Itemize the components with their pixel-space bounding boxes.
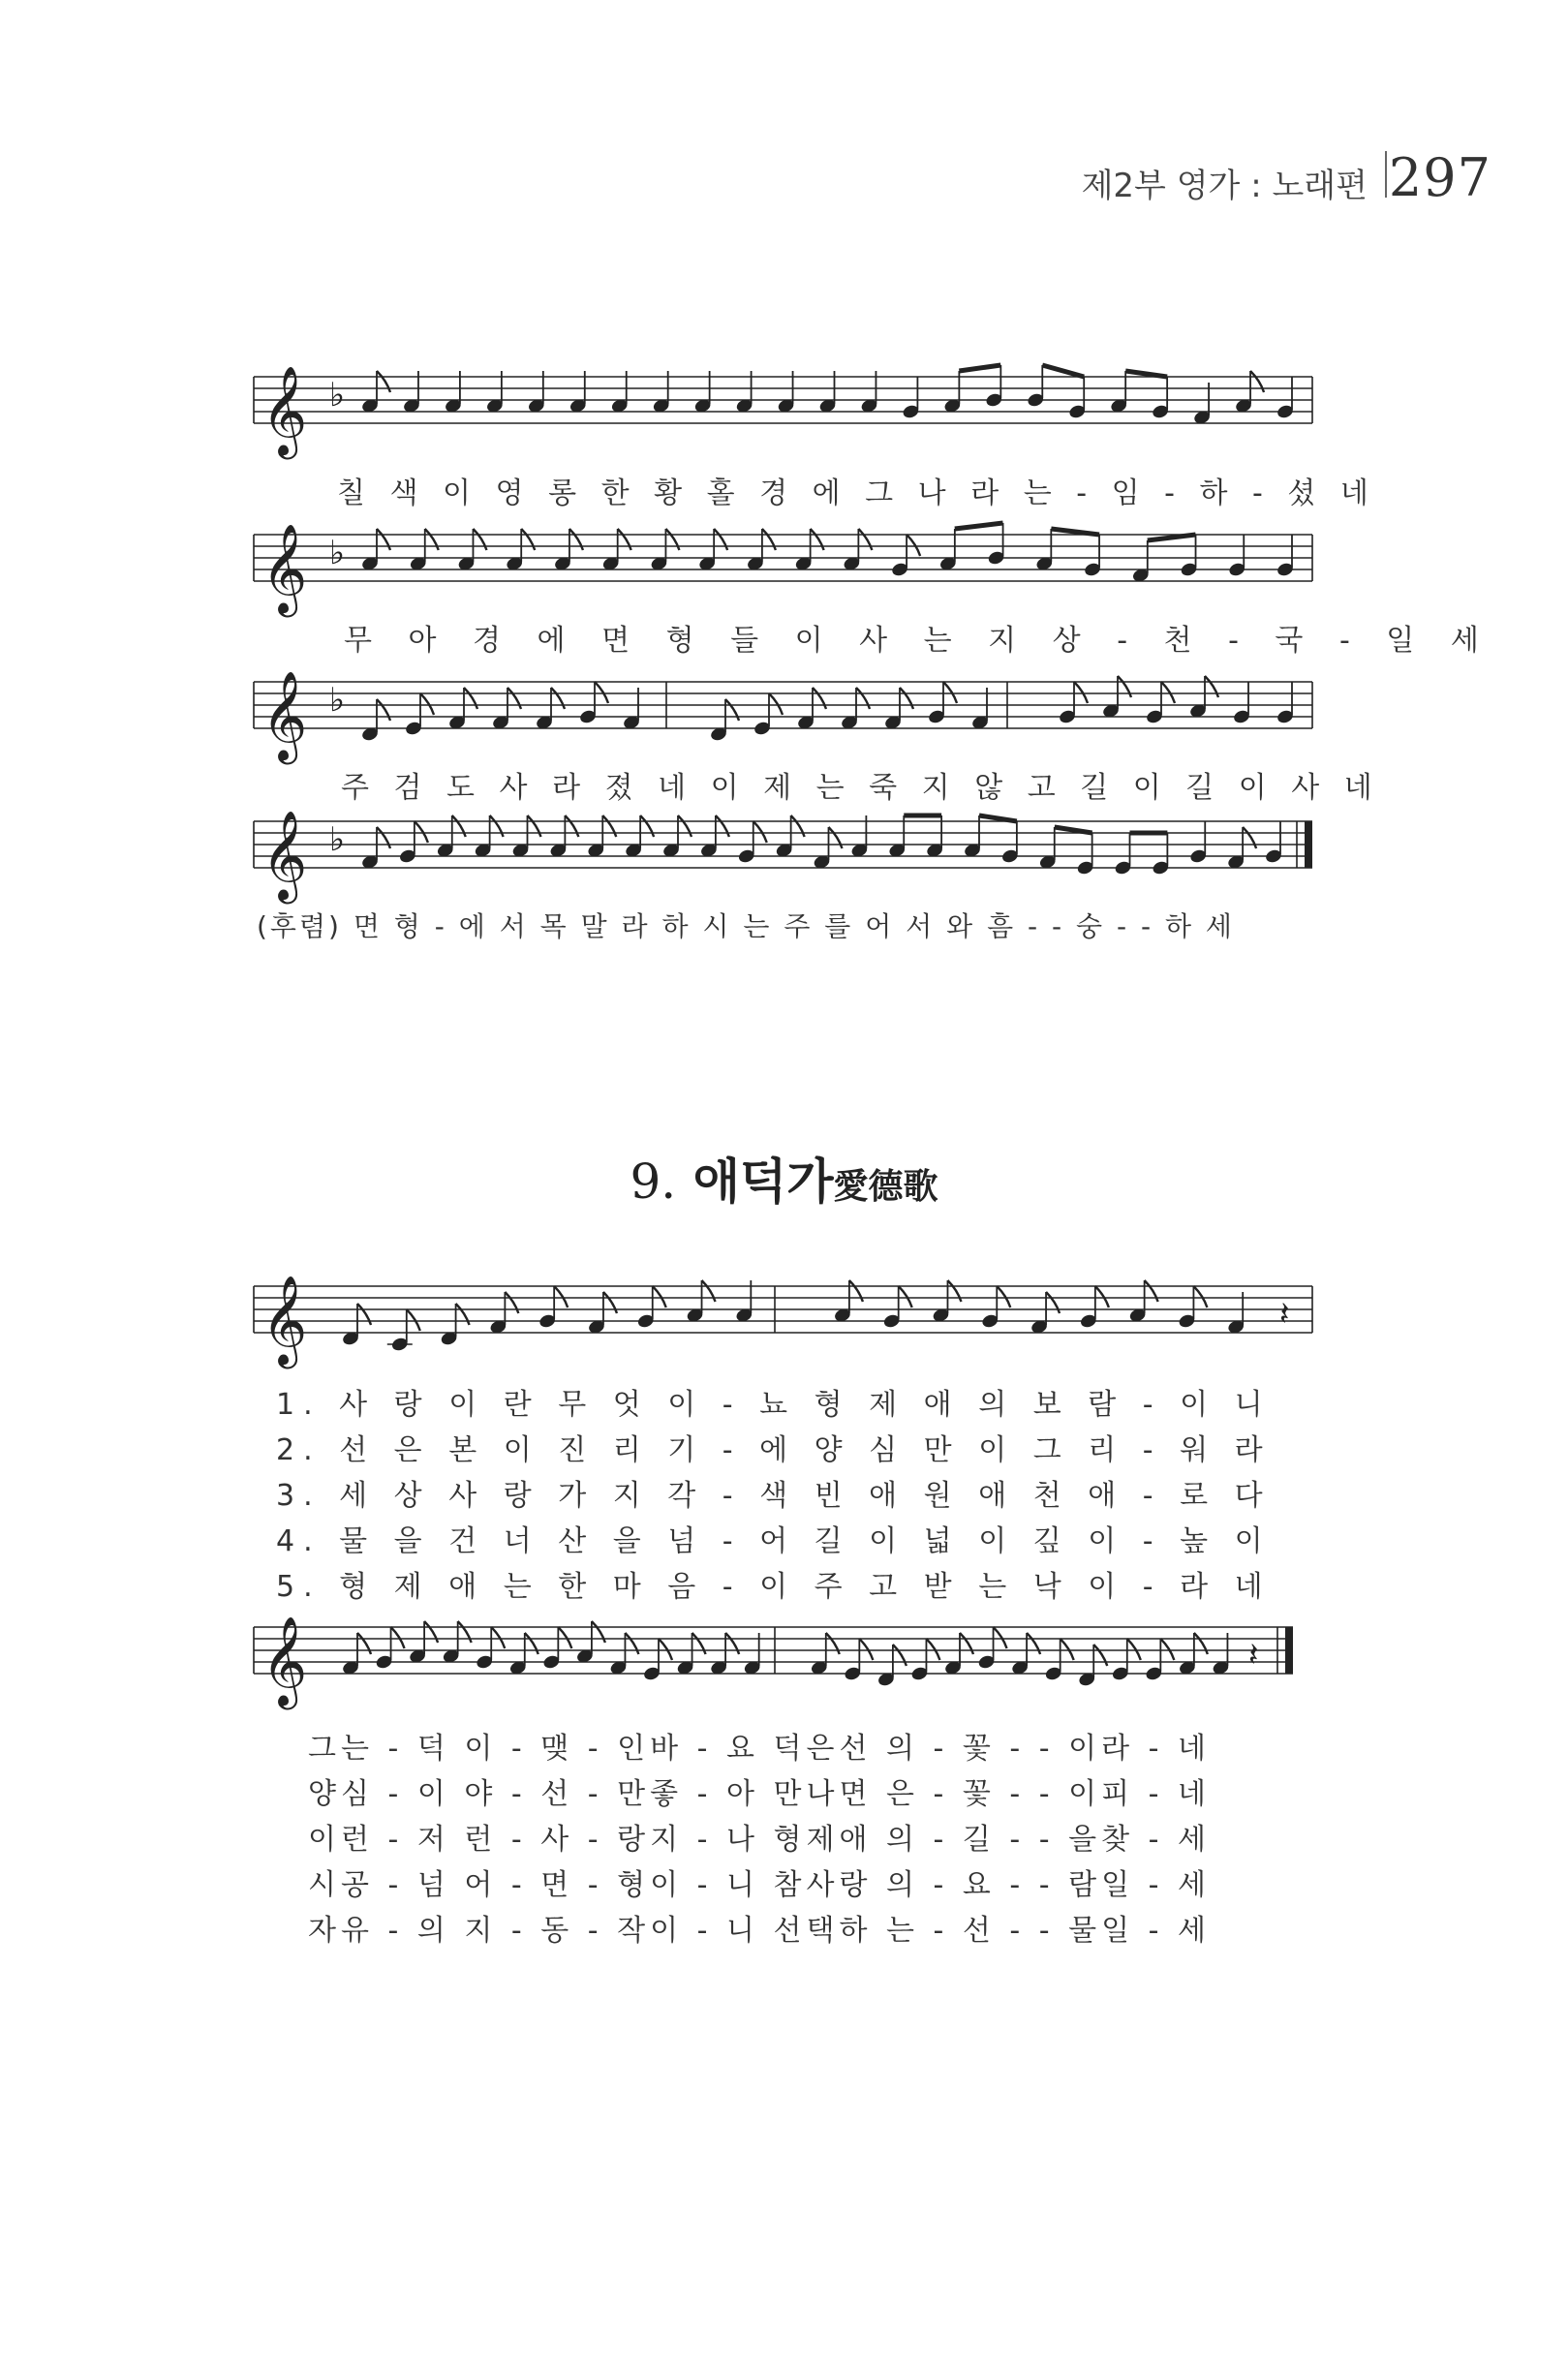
eighth-note-flag bbox=[659, 1639, 672, 1660]
verse-line: 그는 - 덕 이 - 맺 - 인바 - 요 덕은선 의 - 꽃 - - 이라 - 네 bbox=[308, 1732, 1211, 1766]
verse-line: 1. 사 랑 이 란 무 엇 이 - 뇨 형 제 애 의 보 람 - 이 니 bbox=[276, 1388, 1272, 1422]
eighth-note-flag bbox=[491, 1627, 505, 1648]
running-header: 제2부 영가 : 노래편 bbox=[1081, 167, 1368, 205]
eighth-note-flag bbox=[753, 821, 767, 843]
eighth-note-flag bbox=[769, 693, 783, 715]
note-beam bbox=[959, 365, 1000, 371]
treble-clef-icon: 𝄞 bbox=[261, 670, 308, 760]
note-beam bbox=[955, 523, 1003, 529]
treble-clef-icon: 𝄞 bbox=[261, 810, 308, 900]
eighth-note-flag bbox=[407, 1309, 420, 1331]
eighth-note-flag bbox=[1161, 682, 1175, 703]
eighth-note-flag bbox=[859, 1639, 873, 1660]
note-beam bbox=[1148, 535, 1196, 540]
eighth-note-flag bbox=[391, 1627, 405, 1648]
eighth-note-flag bbox=[595, 682, 608, 703]
page-number: 297 bbox=[1388, 147, 1491, 208]
eighth-note-flag bbox=[1127, 1639, 1141, 1660]
flat-sign-icon: ♭ bbox=[329, 376, 346, 415]
flat-sign-icon: ♭ bbox=[329, 534, 346, 572]
eighth-note-flag bbox=[653, 1286, 666, 1307]
verse-line: 5. 형 제 애 는 한 마 음 - 이 주 고 받 는 낙 이 - 라 네 bbox=[276, 1570, 1272, 1604]
eighth-note-flag bbox=[997, 1286, 1010, 1307]
song-title-text: 애덕가 bbox=[692, 1153, 834, 1210]
treble-clef-icon: 𝄞 bbox=[261, 365, 308, 455]
verse-line: 2. 선 은 본 이 진 리 기 - 에 양 심 만 이 그 리 - 워 라 bbox=[276, 1433, 1272, 1467]
verse-line: 양심 - 이 야 - 선 - 만좋 - 아 만나면 은 - 꽃 - - 이피 - 네 bbox=[308, 1777, 1211, 1811]
lyric-line: 주 검 도 사 라 졌 네 이 제 는 죽 지 않 고 길 이 길 이 사 네 bbox=[341, 771, 1380, 805]
lyric-line: (후렴) 면 형 - 에 서 목 말 라 하 시 는 주 를 어 서 와 흠 - - 숭 - - 하 세 bbox=[257, 910, 1235, 942]
final-barline bbox=[1285, 1627, 1293, 1674]
eighth-note-flag bbox=[899, 1286, 912, 1307]
eighth-note-flag bbox=[1074, 682, 1088, 703]
verse-line: 3. 세 상 사 랑 가 지 각 - 색 빈 애 원 애 천 애 - 로 다 bbox=[276, 1479, 1272, 1513]
treble-clef-icon: 𝄞 bbox=[261, 1275, 308, 1365]
song-title bbox=[0, 1143, 1568, 1213]
eighth-note-flag bbox=[1160, 1639, 1174, 1660]
note-beam bbox=[1051, 529, 1099, 535]
eighth-note-flag bbox=[907, 535, 920, 556]
note-beam bbox=[1055, 827, 1092, 833]
note-beam bbox=[1125, 371, 1167, 377]
verse-line: 이런 - 저 런 - 사 - 랑지 - 나 형제애 의 - 길 - - 을찾 - 세 bbox=[308, 1823, 1211, 1857]
eighth-note-flag bbox=[1095, 1286, 1109, 1307]
quarter-rest-icon: 𝄽 bbox=[1279, 1295, 1290, 1334]
eighth-note-flag bbox=[943, 682, 957, 703]
eighth-note-flag bbox=[554, 1286, 568, 1307]
quarter-rest-icon: 𝄽 bbox=[1248, 1636, 1259, 1675]
eighth-note-flag bbox=[420, 693, 434, 715]
treble-clef-icon: 𝄞 bbox=[261, 1615, 308, 1706]
flat-sign-icon: ♭ bbox=[329, 820, 346, 859]
eighth-note-flag bbox=[926, 1639, 939, 1660]
lyric-line: 무 아 경 에 면 형 들 이 사 는 지 상 - 천 - 국 - 일 세 bbox=[344, 624, 1492, 658]
treble-clef-icon: 𝄞 bbox=[261, 523, 308, 613]
eighth-note-flag bbox=[1193, 1286, 1207, 1307]
eighth-note-flag bbox=[1061, 1639, 1074, 1660]
eighth-note-flag bbox=[415, 821, 428, 843]
verse-line: 4. 물 을 건 너 산 을 넘 - 어 길 이 넓 이 깊 이 - 높 이 bbox=[276, 1524, 1272, 1558]
final-barline bbox=[1305, 821, 1312, 868]
song-number: 9. bbox=[630, 1153, 677, 1210]
song-title-hanja: 愛德歌 bbox=[833, 1167, 938, 1207]
flat-sign-icon: ♭ bbox=[329, 681, 346, 720]
note-beam bbox=[1042, 365, 1084, 377]
eighth-note-flag bbox=[558, 1627, 571, 1648]
eighth-note-flag bbox=[994, 1627, 1007, 1648]
note-beam bbox=[979, 815, 1017, 821]
verse-line: 시공 - 넘 어 - 면 - 형이 - 니 참사랑 의 - 요 - - 람일 - 세 bbox=[308, 1868, 1211, 1902]
lyric-line: 칠 색 이 영 롱 한 황 홀 경 에 그 나 라 는 - 임 - 하 - 셨 네 bbox=[337, 477, 1376, 510]
verse-line: 자유 - 의 지 - 동 - 작이 - 니 선택하 는 - 선 - - 물일 - 세 bbox=[308, 1914, 1211, 1948]
